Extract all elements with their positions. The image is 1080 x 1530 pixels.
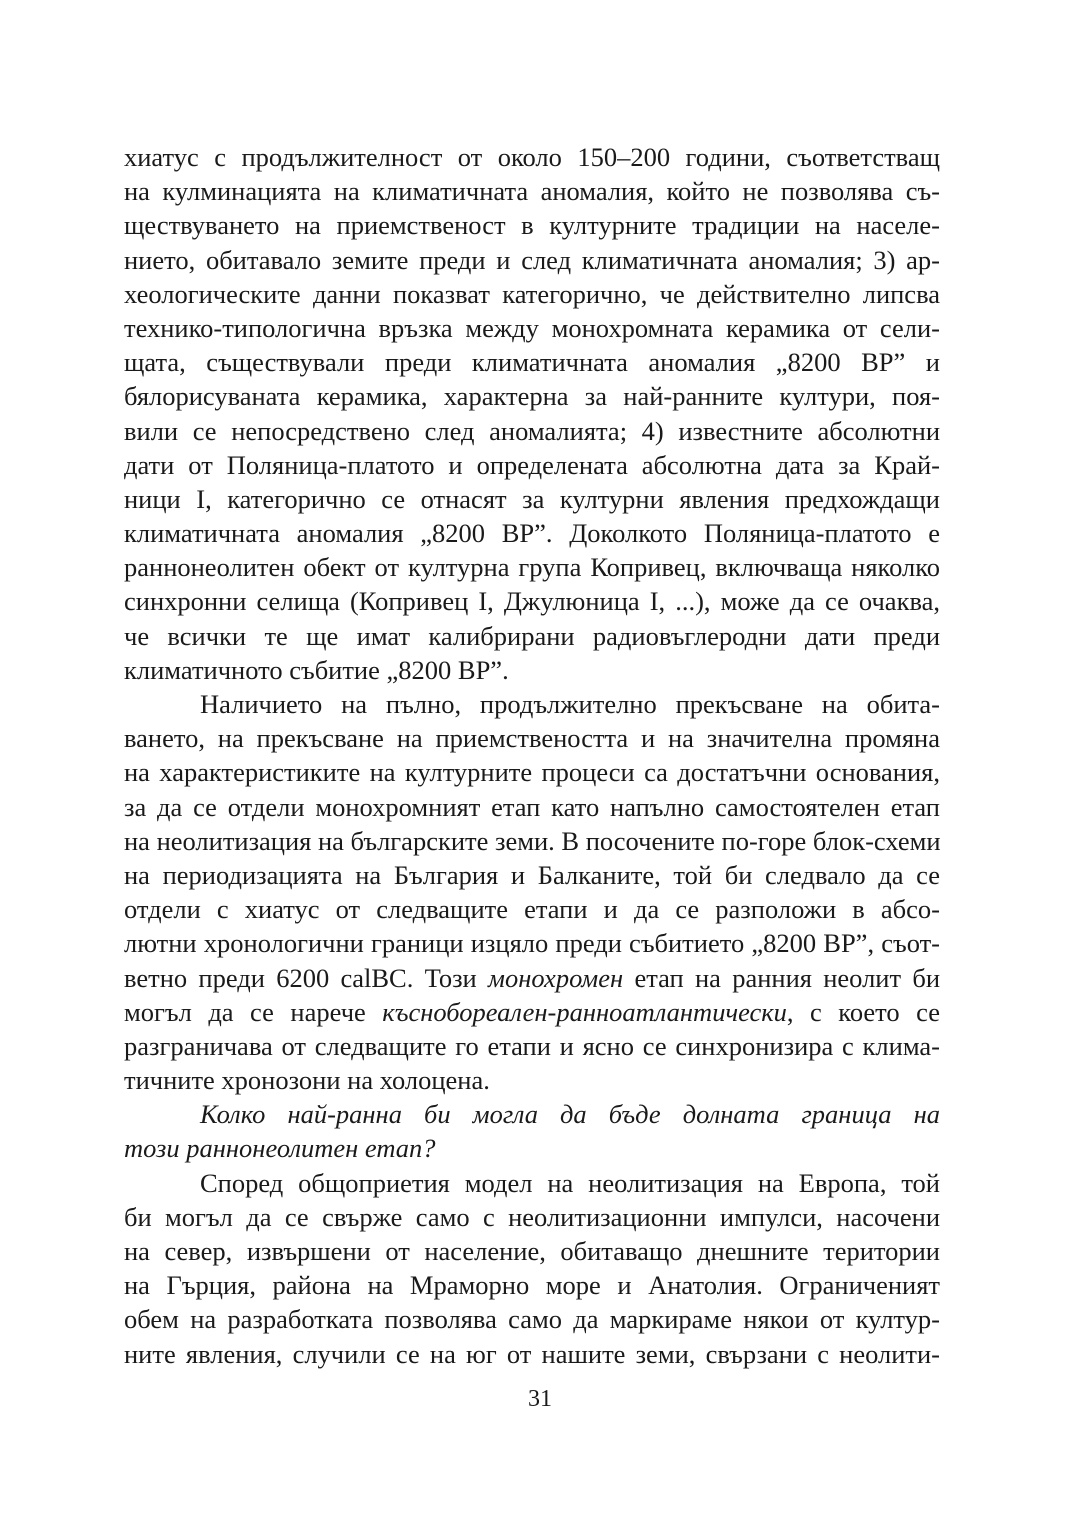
text-line: ществуването на приемственост в културните традиции на населе-	[124, 210, 940, 241]
paragraph-start-line: Според общоприетия модел на неолитизация на Европа, той	[200, 1167, 940, 1198]
page-number: 31	[528, 1386, 552, 1412]
text-segment: ветно преди 6200 calBC. Този	[124, 962, 477, 993]
text-line: технико-типологична връзка между монохромната керамика от сели-	[124, 312, 940, 343]
text-line-mixed	[124, 995, 940, 1029]
text-line: на периодизацията на България и Балканите, той би следвало да се	[124, 859, 940, 890]
text-line: ните явления, случили се на юг от нашите земи, свързани с неолити-	[124, 1338, 940, 1369]
text-line: хеологическите данни показват категорично, че действително липсва	[124, 278, 940, 309]
text-line: че всички те ще имат калибрирани радиовъглеродни дати преди	[124, 620, 940, 651]
text-segment: могъл да се нарече	[124, 996, 366, 1027]
text-line: на север, извършени от население, обитаващо днешните територии	[124, 1236, 940, 1266]
text-line: ването, на прекъсване на приемствеността и на значителна промяна	[124, 723, 940, 754]
text-line: климатичната аномалия „8200 BP”. Доколкото Поляница-платото е	[124, 518, 940, 549]
text-line: бялорисуваната керамика, характерна за най-ранните култури, поя-	[124, 381, 940, 412]
italic-question-line: този раннонеолитен етап?	[124, 1133, 436, 1164]
body-text	[124, 140, 940, 1371]
italic-question-line: Колко най-ранна би могла да бъде долната граница на	[200, 1099, 940, 1130]
text-line: вили се непосредствено след аномалията; 4) известните абсолютни	[124, 415, 940, 446]
italic-term: монохромен	[488, 962, 624, 993]
text-line: дати от Поляница-платото и определената абсолютна дата за Край-	[124, 449, 940, 480]
text-line: хиатус с продължителност от около 150–200 години, съответстващ	[124, 142, 940, 172]
italic-term: къснобореален-ранноатлантически	[382, 996, 787, 1027]
text-line: климатичното събитие „8200 BP”.	[124, 654, 509, 685]
text-line: щата, съществували преди климатичната аномалия „8200 BP” и	[124, 347, 940, 378]
text-segment: , с което се	[786, 996, 940, 1027]
text-line: на неолитизация на българските земи. В посочените по-горе блок-схеми	[124, 825, 941, 856]
text-line: лютни хронологични граници изцяло преди събитието „8200 BP”, съот-	[124, 928, 940, 959]
text-line: за да се отдели монохромният етап като напълно самостоятелен етап	[124, 791, 940, 822]
text-line: на Гърция, района на Мраморно море и Анатолия. Ограниченият	[124, 1270, 940, 1301]
text-line: обем на разработката позволява само да маркираме някои от култур-	[124, 1304, 940, 1335]
text-line: нието, обитавало земите преди и след климатичната аномалия; 3) ар-	[124, 244, 940, 275]
text-segment: етап на ранния неолит би	[634, 962, 941, 993]
text-line-mixed	[124, 961, 940, 995]
text-line: отдели с хиатус от следващите етапи и да се разположи в абсо-	[124, 894, 940, 925]
text-line: ници I, категорично се отнасят за културни явления предхождащи	[124, 483, 940, 514]
text-line: на кулминацията на климатичната аномалия, който не позволява съ-	[124, 176, 940, 207]
text-line: на характеристиките на културните процеси са достатъчни основания,	[124, 757, 940, 788]
text-line: би могъл да се свърже само с неолитизационни импулси, насочени	[124, 1201, 940, 1232]
paragraph-start-line: Наличието на пълно, продължително прекъсване на обита-	[200, 689, 940, 719]
text-line: синхронни селища (Копривец I, Джулюница I, ...), може да се очаква,	[124, 586, 940, 617]
text-line: разграничава от следващите го етапи и ясно се синхронизира с клима-	[124, 1030, 940, 1061]
text-line: тичните хронозони на холоцена.	[124, 1065, 490, 1096]
text-line: раннонеолитен обект от културна група Копривец, включваща няколко	[124, 552, 940, 583]
